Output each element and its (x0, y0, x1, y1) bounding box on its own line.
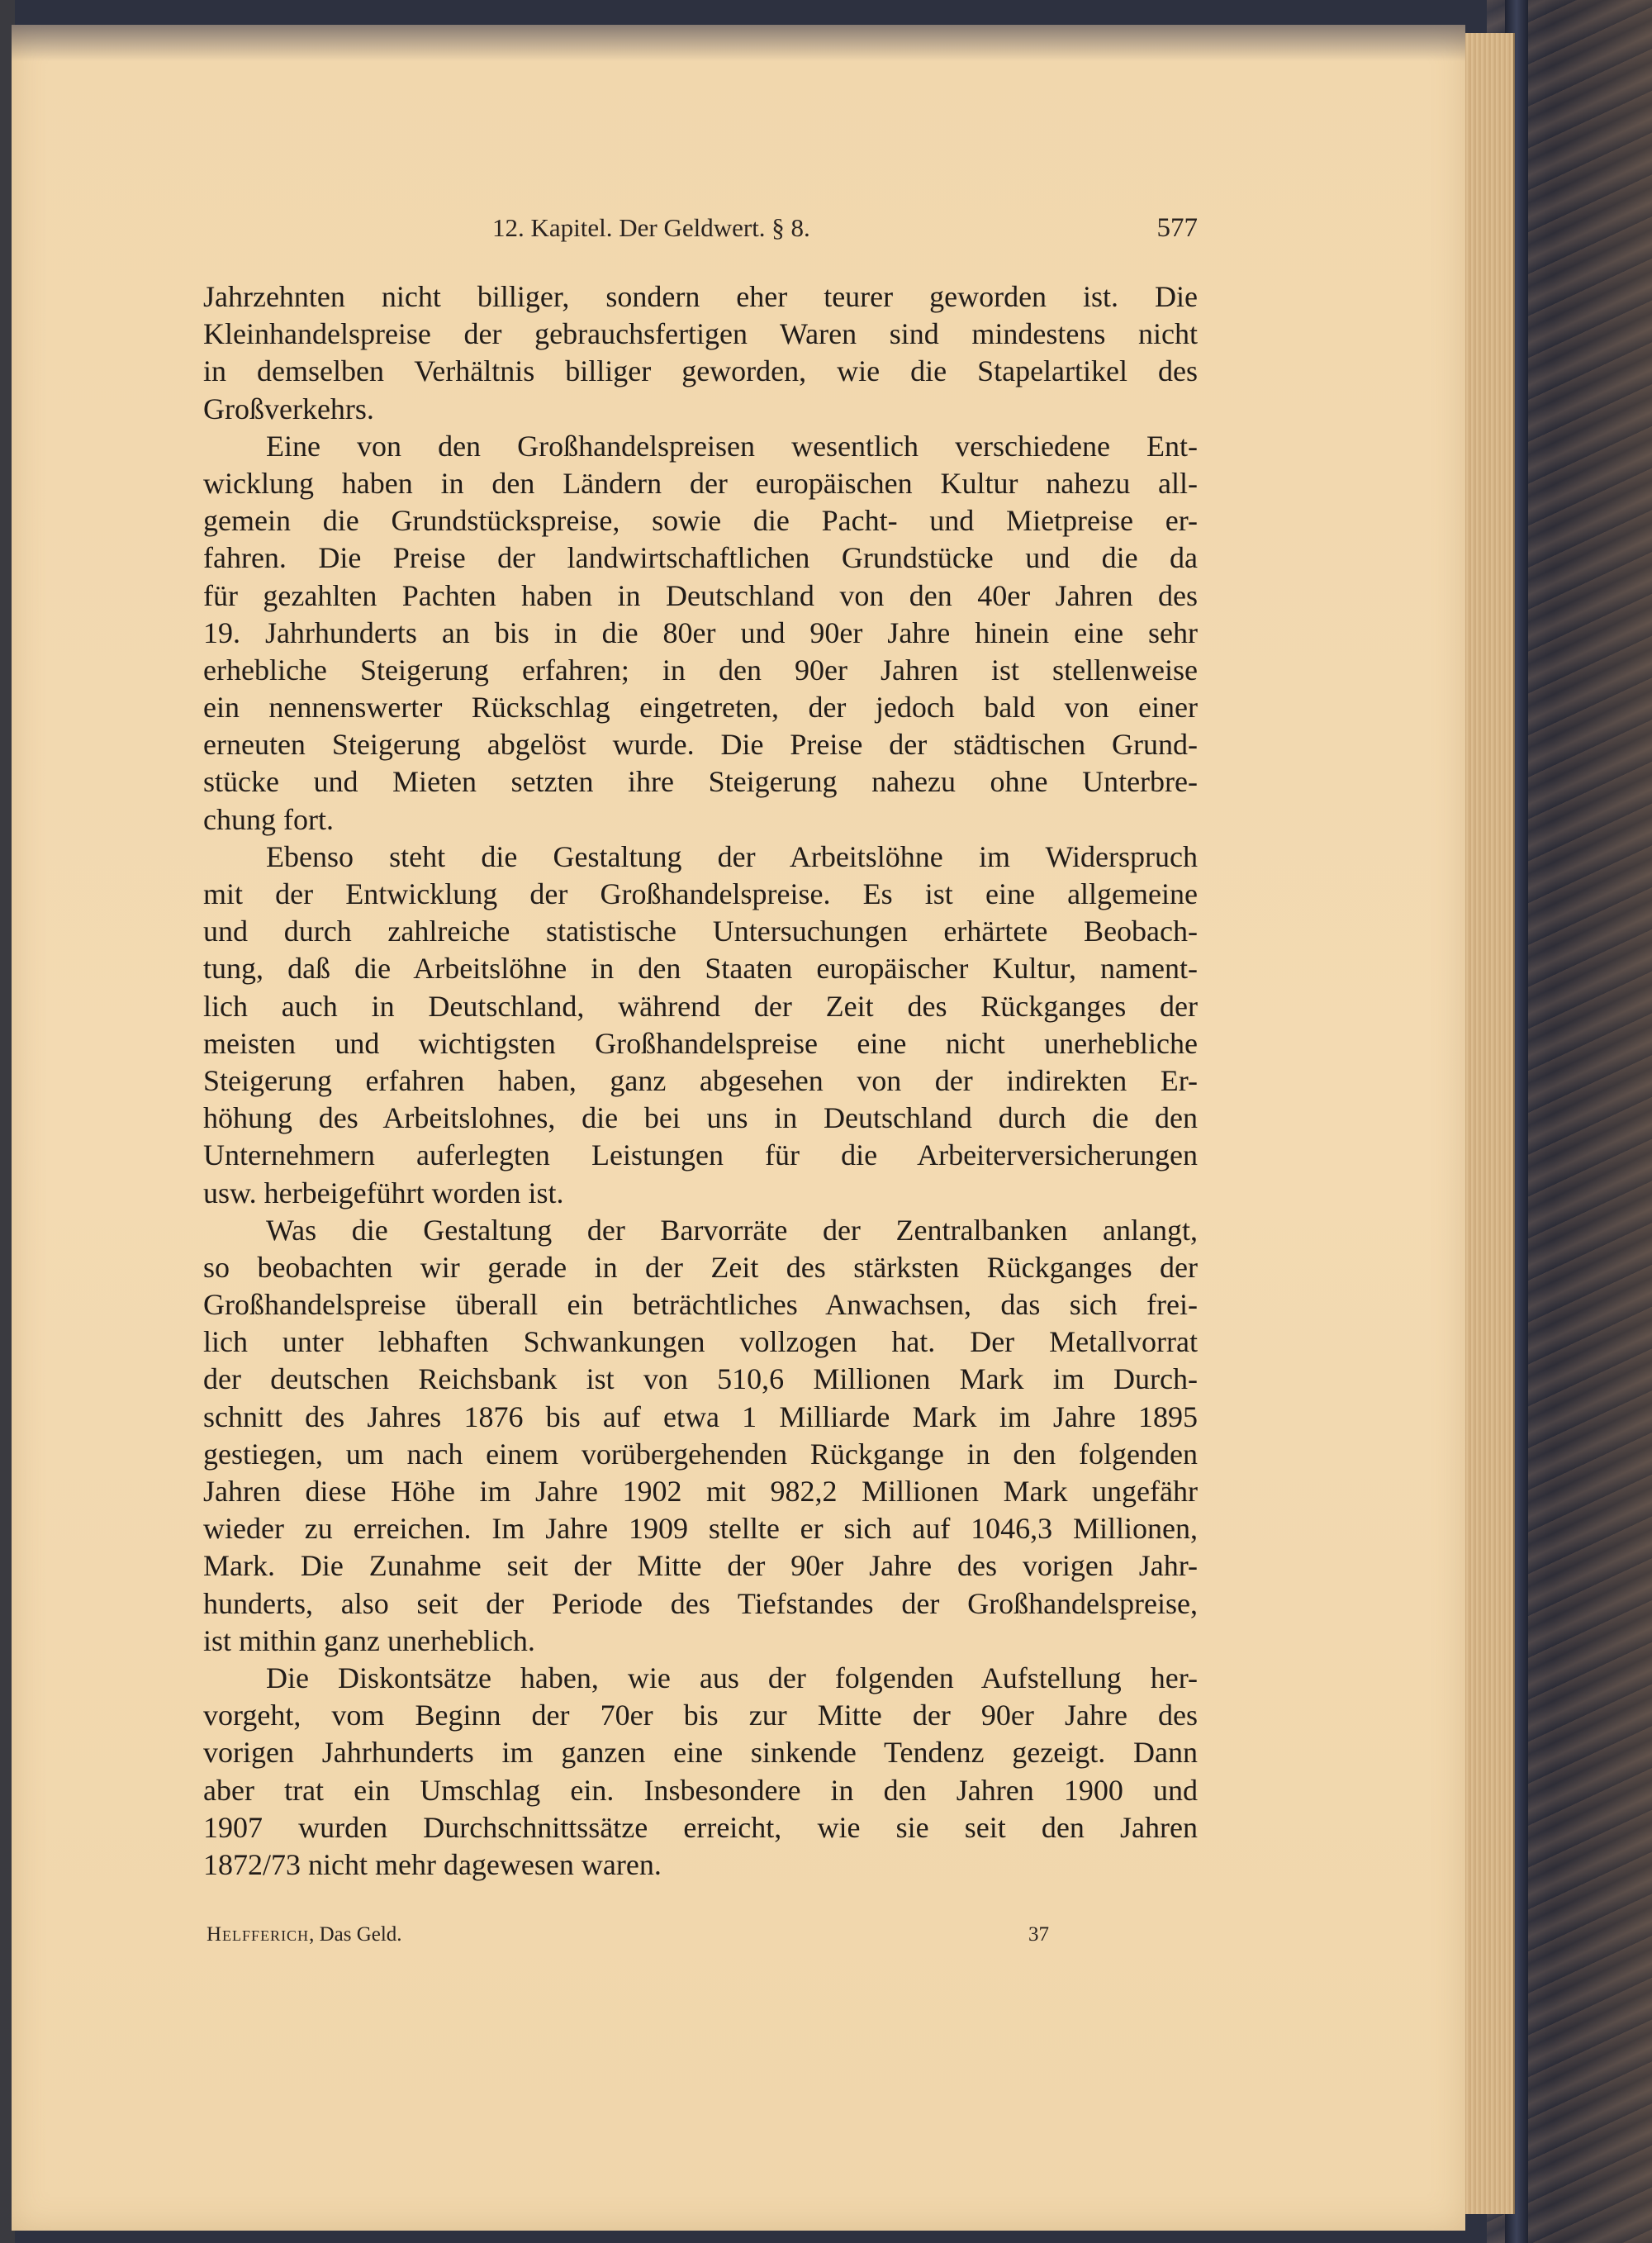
text-line: stücke und Mieten setzten ihre Steigerung nahezu ohne Unterbre- (203, 765, 1198, 799)
text-line: wieder zu erreichen. Im Jahre 1909 stellte er sich auf 1046,3 Millionen, (203, 1512, 1198, 1546)
text-line: usw. herbeigeführt worden ist. (203, 1176, 564, 1209)
text-line: lich auch in Deutschland, während der Zeit des Rückganges der (203, 989, 1198, 1023)
text-line: hunderts, also seit der Periode des Tiefstandes der Großhandelspreise, (203, 1586, 1198, 1620)
page-header (197, 213, 1198, 251)
text-line: Jahren diese Höhe im Jahre 1902 mit 982,2 Millionen Mark ungefähr (203, 1475, 1198, 1508)
text-line: lich unter lebhaften Schwankungen vollzogen hat. Der Metallvorrat (203, 1325, 1198, 1359)
text-line: Großverkehrs. (203, 392, 374, 425)
text-line: Mark. Die Zunahme seit der Mitte der 90er Jahre des vorigen Jahr- (203, 1549, 1198, 1583)
text-line: 1907 wurden Durchschnittssätze erreicht, wie sie seit den Jahren (203, 1810, 1198, 1844)
text-line: und durch zahlreiche statistische Untersuchungen erhärtete Beobach- (203, 915, 1198, 948)
text-line: vorigen Jahrhunderts im ganzen eine sinkende Tendenz gezeigt. Dann (203, 1736, 1198, 1770)
text-line: gestiegen, um nach einem vorübergehenden Rückgange in den folgenden (203, 1437, 1198, 1471)
text-line: so beobachten wir gerade in der Zeit des stärksten Rückganges der (203, 1250, 1198, 1284)
text-line: gemein die Grundstückspreise, sowie die Pacht- und Mietpreise er- (203, 504, 1198, 538)
text-line: erneuten Steigerung abgelöst wurde. Die Preise der städtischen Grund- (203, 728, 1198, 762)
text-line: meisten und wichtigsten Großhandelspreise eine nicht unerhebliche (203, 1026, 1198, 1060)
footer-imprint (206, 1923, 402, 1946)
text-line: höhung des Arbeitslohnes, die bei uns in Deutschland durch die den (203, 1101, 1198, 1135)
text-line: aber trat ein Umschlag ein. Insbesondere in den Jahren 1900 und (203, 1773, 1198, 1807)
text-line: tung, daß die Arbeitslöhne in den Staaten europäischer Kultur, nament- (203, 952, 1198, 986)
text-line: der deutschen Reichsbank ist von 510,6 Millionen Mark im Durch- (203, 1362, 1198, 1396)
text-line: vorgeht, vom Beginn der 70er bis zur Mitte der 90er Jahre des (203, 1699, 1198, 1732)
text-line: erhebliche Steigerung erfahren; in den 90er Jahren ist stellenweise (203, 653, 1198, 687)
text-line: Großhandelspreise überall ein beträchtliches Anwachsen, das sich frei- (203, 1288, 1198, 1322)
text-line: 1872/73 nicht mehr dagewesen waren. (203, 1847, 662, 1881)
text-line: Jahrzehnten nicht billiger, sondern eher teurer geworden ist. Die (203, 280, 1198, 313)
text-line: Ebenso steht die Gestaltung der Arbeitslöhne im Widerspruch (266, 839, 1198, 873)
text-line: Unternehmern auferlegten Leistungen für die Arbeiterversicherungen (203, 1138, 1198, 1172)
sheet-signature: 37 (1028, 1923, 1049, 1946)
running-head: 12. Kapitel. Der Geldwert. § 8. (492, 213, 810, 242)
page-number: 577 (1156, 213, 1198, 243)
text-line: schnitt des Jahres 1876 bis auf etwa 1 Milliarde Mark im Jahre 1895 (203, 1399, 1198, 1433)
footer-book-title: , Das Geld. (309, 1923, 402, 1946)
text-line: ist mithin ganz unerheblich. (203, 1623, 535, 1657)
text-line: Eine von den Großhandelspreisen wesentlich verschiedene Ent- (266, 429, 1198, 463)
footer-author-name: Helfferich (206, 1923, 310, 1946)
text-line: wicklung haben in den Ländern der europäischen Kultur nahezu all- (203, 466, 1198, 500)
text-line: Die Diskontsätze haben, wie aus der folgenden Aufstellung her- (266, 1661, 1198, 1694)
text-line: Was die Gestaltung der Barvorräte der Zentralbanken anlangt, (266, 1213, 1198, 1247)
text-line: Steigerung erfahren haben, ganz abgesehen von der indirekten Er- (203, 1063, 1198, 1097)
body-text (203, 278, 1198, 1884)
text-line: ein nennenswerter Rückschlag eingetreten, der jedoch bald von einer (203, 691, 1198, 725)
page-footer (206, 1923, 1049, 1951)
text-line: für gezahlten Pachten haben in Deutschland von den 40er Jahren des (203, 578, 1198, 612)
top-shadow (12, 25, 1465, 61)
text-line: Kleinhandelspreise der gebrauchsfertigen Waren sind mindestens nicht (203, 317, 1198, 351)
text-line: 19. Jahrhunderts an bis in die 80er und 90er Jahre hinein eine sehr (203, 615, 1198, 649)
text-line: chung fort. (203, 802, 334, 836)
text-line: fahren. Die Preise der landwirtschaftlichen Grundstücke und die da (203, 541, 1198, 575)
text-line: in demselben Verhältnis billiger geworden, wie die Stapelartikel des (203, 354, 1198, 388)
text-line: mit der Entwicklung der Großhandelspreise. Es ist eine allgemeine (203, 877, 1198, 910)
